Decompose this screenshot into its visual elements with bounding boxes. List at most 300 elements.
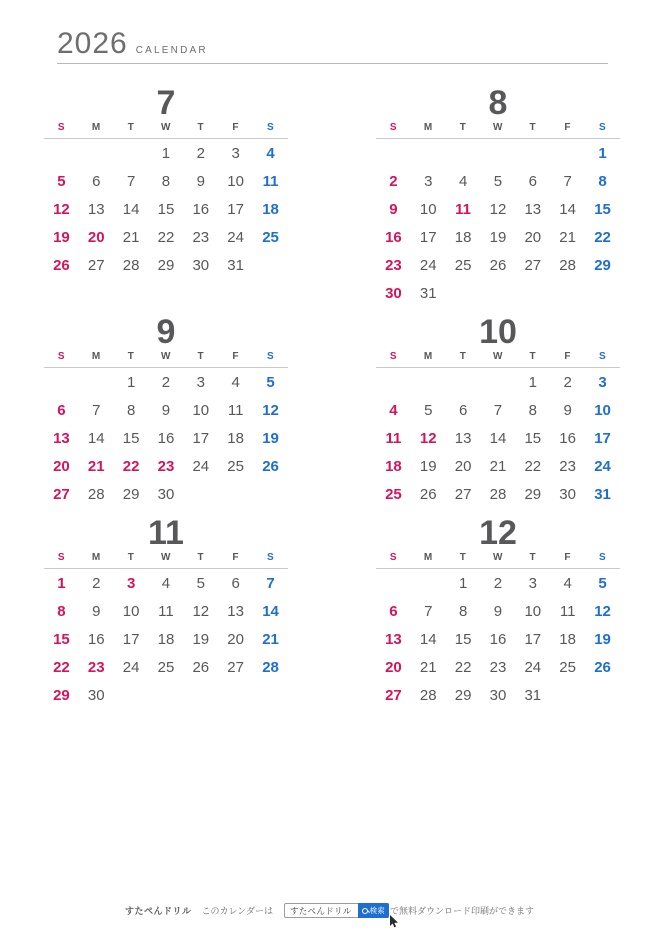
weekday-header: F xyxy=(218,122,253,139)
day-cell: 1 xyxy=(161,145,171,162)
day-cell: 9 xyxy=(161,402,171,419)
day-cell: 31 xyxy=(227,257,244,274)
day-cell: 22 xyxy=(454,659,472,676)
month-title: 10 xyxy=(479,313,517,351)
weekday-header-row xyxy=(44,552,288,569)
day-cell: 1 xyxy=(598,145,607,162)
weekday-header: S xyxy=(585,122,620,139)
day-cell: 23 xyxy=(559,458,576,475)
week-row xyxy=(44,368,288,397)
day-cell: 12 xyxy=(489,201,507,218)
day-cell: 30 xyxy=(489,687,507,704)
day-cell: 8 xyxy=(57,603,66,620)
day-cell: 25 xyxy=(157,659,175,676)
week-row xyxy=(44,480,288,508)
weekday-header: W xyxy=(481,351,516,368)
day-cell: 3 xyxy=(196,374,205,391)
day-cell: 10 xyxy=(594,402,611,419)
month-inner xyxy=(376,78,620,307)
weekday-header: W xyxy=(149,122,184,139)
day-cell: 5 xyxy=(196,575,205,592)
day-cell: 1 xyxy=(57,575,66,592)
month-title: 12 xyxy=(479,514,517,552)
day-cell-empty xyxy=(218,480,253,508)
weekday-header: T xyxy=(183,351,218,368)
weekday-header: W xyxy=(149,552,184,569)
day-cell: 25 xyxy=(454,257,472,274)
day-cell: 28 xyxy=(419,687,437,704)
day-cell: 22 xyxy=(53,659,70,676)
week-row xyxy=(376,279,620,307)
day-cell: 22 xyxy=(122,458,140,475)
day-cell-empty xyxy=(218,681,253,709)
week-row xyxy=(44,569,288,598)
weekday-header: T xyxy=(446,351,481,368)
weekday-header: S xyxy=(376,351,411,368)
search-box[interactable] xyxy=(284,903,389,918)
day-cell: 30 xyxy=(192,257,210,274)
weekday-header-row xyxy=(44,351,288,368)
day-cell: 12 xyxy=(419,430,437,447)
day-cell: 8 xyxy=(598,173,607,190)
day-cell: 3 xyxy=(528,575,537,592)
month-title: 11 xyxy=(148,514,184,552)
day-cell: 19 xyxy=(53,229,70,246)
calendar-months xyxy=(0,78,665,709)
week-row xyxy=(44,167,288,195)
day-cell: 4 xyxy=(389,402,398,419)
weekday-header: T xyxy=(183,552,218,569)
weekday-header: S xyxy=(585,351,620,368)
day-cell: 25 xyxy=(385,486,402,503)
weekday-header-row xyxy=(44,122,288,139)
weekday-header: F xyxy=(550,351,585,368)
weekday-header: M xyxy=(411,351,446,368)
day-cell: 14 xyxy=(559,201,576,218)
day-cell: 3 xyxy=(598,374,607,391)
day-cell: 29 xyxy=(594,257,611,274)
weekday-header: T xyxy=(114,351,149,368)
week-row xyxy=(376,625,620,653)
weekday-header: M xyxy=(411,122,446,139)
weekday-header: S xyxy=(376,122,411,139)
week-row xyxy=(376,569,620,598)
month-table xyxy=(44,122,288,279)
day-cell: 5 xyxy=(57,173,66,190)
day-cell: 14 xyxy=(489,430,507,447)
day-cell: 16 xyxy=(559,430,576,447)
week-row xyxy=(376,396,620,424)
day-cell: 15 xyxy=(454,631,472,648)
day-cell: 2 xyxy=(493,575,503,592)
day-cell: 9 xyxy=(493,603,503,620)
weekday-header: M xyxy=(79,552,114,569)
day-cell-empty xyxy=(446,279,481,307)
day-cell: 27 xyxy=(87,257,105,274)
day-cell: 13 xyxy=(454,430,472,447)
day-cell-empty xyxy=(446,139,481,168)
weekday-header: M xyxy=(79,122,114,139)
day-cell: 19 xyxy=(594,631,611,648)
day-cell: 4 xyxy=(231,374,240,391)
day-cell-empty xyxy=(253,681,288,709)
day-cell: 2 xyxy=(563,374,572,391)
day-cell-empty xyxy=(183,480,218,508)
day-cell: 7 xyxy=(563,173,572,190)
day-cell: 27 xyxy=(385,687,402,704)
month-table xyxy=(44,351,288,508)
week-row xyxy=(44,653,288,681)
month-title: 7 xyxy=(156,84,176,122)
day-cell: 5 xyxy=(493,173,503,190)
day-cell: 27 xyxy=(227,659,244,676)
day-cell: 6 xyxy=(389,603,398,620)
day-cell: 13 xyxy=(524,201,542,218)
week-row xyxy=(376,597,620,625)
day-cell: 24 xyxy=(192,458,210,475)
day-cell: 24 xyxy=(594,458,611,475)
week-row xyxy=(376,167,620,195)
day-cell: 1 xyxy=(528,374,537,391)
month-row xyxy=(0,508,665,709)
day-cell: 2 xyxy=(92,575,101,592)
day-cell: 8 xyxy=(458,603,468,620)
day-cell-empty xyxy=(79,139,114,168)
weekday-header: W xyxy=(149,351,184,368)
month-table xyxy=(376,122,620,307)
day-cell-empty xyxy=(183,681,218,709)
day-cell: 4 xyxy=(458,173,468,190)
week-row xyxy=(376,368,620,397)
day-cell: 21 xyxy=(122,229,140,246)
day-cell: 25 xyxy=(262,229,279,246)
weekday-header: S xyxy=(44,122,79,139)
day-cell: 22 xyxy=(157,229,175,246)
day-cell: 10 xyxy=(524,603,542,620)
week-row xyxy=(376,195,620,223)
day-cell: 14 xyxy=(87,430,105,447)
day-cell: 30 xyxy=(559,486,576,503)
day-cell: 4 xyxy=(161,575,171,592)
day-cell-empty xyxy=(585,279,620,307)
weekday-header: S xyxy=(376,552,411,569)
day-cell: 12 xyxy=(594,603,611,620)
day-cell: 16 xyxy=(385,229,402,246)
day-cell: 13 xyxy=(227,603,244,620)
month-inner xyxy=(44,307,288,508)
month-inner xyxy=(376,307,620,508)
week-row xyxy=(376,480,620,508)
day-cell: 15 xyxy=(594,201,611,218)
day-cell: 31 xyxy=(594,486,611,503)
week-row xyxy=(44,424,288,452)
day-cell-empty xyxy=(114,139,149,168)
day-cell: 23 xyxy=(192,229,210,246)
day-cell: 2 xyxy=(161,374,171,391)
day-cell: 22 xyxy=(524,458,542,475)
day-cell: 15 xyxy=(157,201,175,218)
month-block xyxy=(0,307,332,508)
day-cell: 26 xyxy=(489,257,507,274)
weekday-header: W xyxy=(481,122,516,139)
day-cell-empty xyxy=(114,681,149,709)
day-cell-empty xyxy=(481,279,516,307)
weekday-header: T xyxy=(515,122,550,139)
month-block xyxy=(0,78,332,307)
day-cell: 31 xyxy=(524,687,542,704)
day-cell: 27 xyxy=(524,257,542,274)
day-cell: 20 xyxy=(87,229,105,246)
day-cell: 6 xyxy=(458,402,468,419)
day-cell: 23 xyxy=(157,458,175,475)
day-cell-empty xyxy=(550,139,585,168)
week-row xyxy=(44,195,288,223)
day-cell: 21 xyxy=(419,659,437,676)
day-cell: 2 xyxy=(389,173,398,190)
day-cell: 9 xyxy=(196,173,205,190)
day-cell: 7 xyxy=(493,402,503,419)
day-cell: 18 xyxy=(454,229,472,246)
day-cell: 5 xyxy=(424,402,433,419)
day-cell: 22 xyxy=(594,229,611,246)
month-block xyxy=(332,78,664,307)
weekday-header: M xyxy=(411,552,446,569)
day-cell: 5 xyxy=(598,575,607,592)
day-cell: 12 xyxy=(262,402,279,419)
day-cell: 8 xyxy=(126,402,136,419)
page-header xyxy=(57,28,608,64)
footer-brand: すたぺんドリル xyxy=(125,906,192,916)
day-cell-empty xyxy=(253,251,288,279)
day-cell: 15 xyxy=(524,430,542,447)
day-cell: 23 xyxy=(87,659,105,676)
weekday-header: F xyxy=(218,351,253,368)
day-cell: 19 xyxy=(489,229,507,246)
day-cell-empty xyxy=(376,569,411,598)
week-row xyxy=(44,223,288,251)
day-cell: 8 xyxy=(161,173,171,190)
day-cell-empty xyxy=(585,681,620,709)
day-cell: 7 xyxy=(92,402,101,419)
day-cell: 26 xyxy=(192,659,210,676)
calendar-year: 2026 xyxy=(57,27,128,60)
day-cell: 11 xyxy=(559,603,576,620)
day-cell: 1 xyxy=(458,575,468,592)
day-cell: 19 xyxy=(419,458,437,475)
day-cell: 29 xyxy=(53,687,70,704)
weekday-header-row xyxy=(376,351,620,368)
day-cell: 11 xyxy=(455,201,472,218)
day-cell-empty xyxy=(79,368,114,397)
week-row xyxy=(376,653,620,681)
day-cell: 18 xyxy=(157,631,175,648)
week-row xyxy=(44,681,288,709)
day-cell: 27 xyxy=(53,486,70,503)
week-row xyxy=(44,452,288,480)
day-cell: 21 xyxy=(489,458,507,475)
day-cell: 18 xyxy=(262,201,279,218)
day-cell-empty xyxy=(411,139,446,168)
weekday-header: M xyxy=(79,351,114,368)
footer xyxy=(0,903,665,918)
day-cell: 17 xyxy=(594,430,611,447)
week-row xyxy=(44,597,288,625)
month-row xyxy=(0,78,665,307)
day-cell: 28 xyxy=(122,257,140,274)
month-inner xyxy=(44,508,288,709)
day-cell: 3 xyxy=(126,575,136,592)
day-cell: 2 xyxy=(196,145,205,162)
month-title: 9 xyxy=(156,313,176,351)
day-cell: 10 xyxy=(227,173,244,190)
day-cell: 15 xyxy=(53,631,70,648)
day-cell-empty xyxy=(515,279,550,307)
month-row xyxy=(0,307,665,508)
day-cell: 16 xyxy=(157,430,175,447)
week-row xyxy=(376,424,620,452)
calendar-label: CALENDAR xyxy=(135,45,208,56)
search-icon xyxy=(362,908,368,914)
day-cell-empty xyxy=(550,681,585,709)
weekday-header: S xyxy=(253,122,288,139)
day-cell: 9 xyxy=(92,603,101,620)
day-cell: 13 xyxy=(53,430,70,447)
day-cell-empty xyxy=(376,368,411,397)
week-row xyxy=(44,396,288,424)
search-button-label: 検索 xyxy=(369,906,385,915)
weekday-header: T xyxy=(446,122,481,139)
weekday-header: T xyxy=(183,122,218,139)
day-cell: 28 xyxy=(489,486,507,503)
month-inner xyxy=(376,508,620,709)
day-cell: 20 xyxy=(385,659,402,676)
day-cell: 12 xyxy=(53,201,70,218)
day-cell: 26 xyxy=(419,486,437,503)
month-title: 8 xyxy=(488,84,508,122)
weekday-header: T xyxy=(114,552,149,569)
weekday-header-row xyxy=(376,552,620,569)
day-cell: 11 xyxy=(227,402,244,419)
day-cell: 20 xyxy=(454,458,472,475)
day-cell: 6 xyxy=(57,402,66,419)
day-cell: 25 xyxy=(227,458,244,475)
day-cell: 20 xyxy=(524,229,542,246)
month-table xyxy=(376,351,620,508)
weekday-header: W xyxy=(481,552,516,569)
day-cell: 4 xyxy=(266,145,275,162)
day-cell: 3 xyxy=(231,145,240,162)
day-cell: 11 xyxy=(158,603,174,620)
weekday-header: S xyxy=(253,351,288,368)
day-cell: 19 xyxy=(262,430,279,447)
day-cell: 12 xyxy=(192,603,210,620)
day-cell: 16 xyxy=(87,631,105,648)
day-cell: 20 xyxy=(53,458,70,475)
day-cell: 6 xyxy=(231,575,240,592)
day-cell: 11 xyxy=(262,173,279,190)
weekday-header: T xyxy=(515,351,550,368)
day-cell: 1 xyxy=(126,374,136,391)
day-cell: 8 xyxy=(528,402,537,419)
day-cell: 29 xyxy=(122,486,140,503)
day-cell: 18 xyxy=(227,430,244,447)
weekday-header: F xyxy=(550,552,585,569)
day-cell-empty xyxy=(411,569,446,598)
week-row xyxy=(44,139,288,168)
day-cell: 28 xyxy=(559,257,576,274)
day-cell: 16 xyxy=(489,631,507,648)
day-cell: 9 xyxy=(389,201,398,218)
day-cell: 23 xyxy=(385,257,402,274)
day-cell: 24 xyxy=(419,257,437,274)
footer-text-before: このカレンダーは xyxy=(201,906,273,916)
day-cell-empty xyxy=(411,368,446,397)
day-cell: 9 xyxy=(563,402,572,419)
day-cell: 16 xyxy=(192,201,210,218)
day-cell: 21 xyxy=(87,458,105,475)
day-cell: 21 xyxy=(559,229,576,246)
weekday-header: S xyxy=(44,351,79,368)
day-cell: 6 xyxy=(528,173,537,190)
weekday-header: T xyxy=(446,552,481,569)
week-row xyxy=(44,625,288,653)
month-table xyxy=(44,552,288,709)
week-row xyxy=(44,251,288,279)
week-row xyxy=(376,681,620,709)
day-cell: 17 xyxy=(419,229,437,246)
weekday-header: T xyxy=(114,122,149,139)
month-block xyxy=(332,307,664,508)
day-cell: 27 xyxy=(454,486,472,503)
month-inner xyxy=(44,78,288,279)
day-cell: 21 xyxy=(262,631,279,648)
day-cell: 14 xyxy=(419,631,437,648)
day-cell: 19 xyxy=(192,631,210,648)
day-cell: 4 xyxy=(563,575,572,592)
week-row xyxy=(376,139,620,168)
day-cell: 10 xyxy=(122,603,140,620)
month-table xyxy=(376,552,620,709)
day-cell: 26 xyxy=(53,257,70,274)
weekday-header: S xyxy=(585,552,620,569)
search-button[interactable] xyxy=(358,903,389,918)
day-cell: 13 xyxy=(87,201,105,218)
day-cell: 18 xyxy=(385,458,402,475)
day-cell: 18 xyxy=(559,631,576,648)
day-cell-empty xyxy=(44,139,79,168)
week-row xyxy=(376,452,620,480)
weekday-header: F xyxy=(218,552,253,569)
day-cell: 30 xyxy=(385,285,402,302)
day-cell-empty xyxy=(446,368,481,397)
day-cell-empty xyxy=(515,139,550,168)
weekday-header: T xyxy=(515,552,550,569)
day-cell-empty xyxy=(253,480,288,508)
day-cell: 3 xyxy=(424,173,433,190)
day-cell: 23 xyxy=(489,659,507,676)
day-cell: 17 xyxy=(122,631,140,648)
day-cell: 6 xyxy=(92,173,101,190)
month-block xyxy=(0,508,332,709)
weekday-header: F xyxy=(550,122,585,139)
day-cell: 26 xyxy=(594,659,611,676)
day-cell: 30 xyxy=(157,486,175,503)
day-cell: 5 xyxy=(266,374,275,391)
day-cell-empty xyxy=(481,368,516,397)
month-block xyxy=(332,508,664,709)
day-cell-empty xyxy=(481,139,516,168)
day-cell: 14 xyxy=(122,201,140,218)
